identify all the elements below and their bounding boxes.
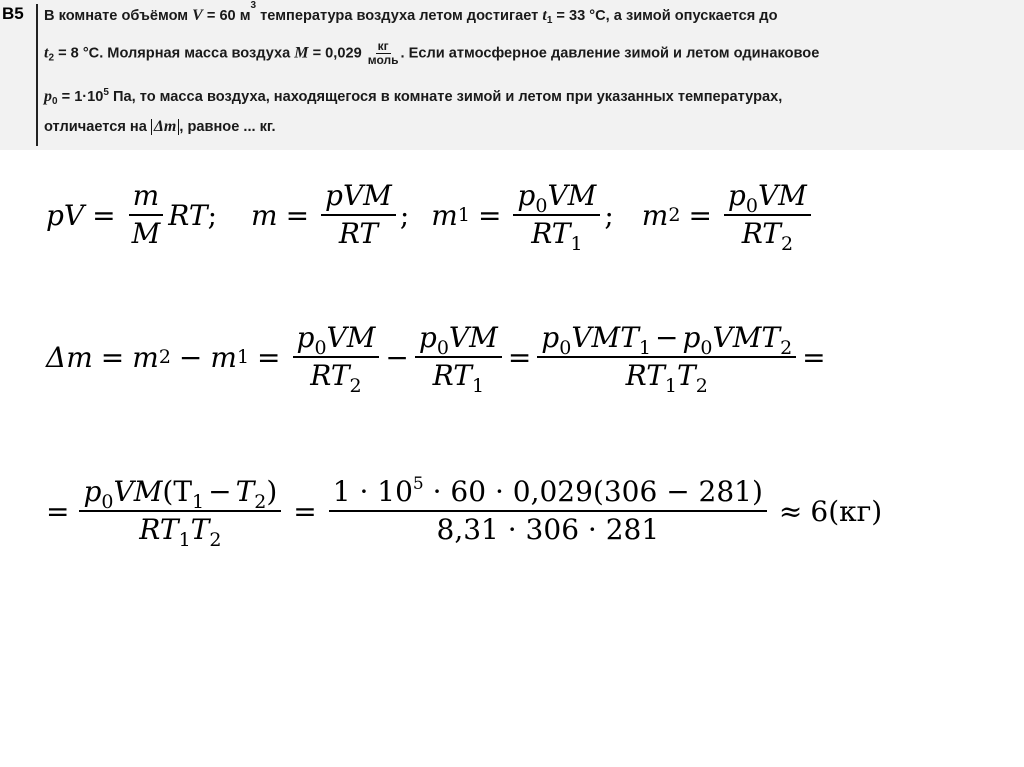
problem-line-1: В комнате объёмом V = 60 $м^3$ температура воздуха летом достигает $t_1 = 33$ °C, а зимой опускается до [44,0,778,26]
fraction-factored: $\frac{p_0VM(T_1 - T_2)}{RT_1T_2}$ [79,476,281,546]
equation-row-2: Δm = m 2 − m 1 = $\frac{p_0VM}{RT_2}$ − $\frac{p_0VM}{RT_1}$ = $\frac{p_0VMT_1 - p_0VMT_2}{RT_1T_2}$ = [46,321,826,397]
fraction-common-denominator: $\frac{p_0VMT_1 - p_0VMT_2}{RT_1T_2}$ [537,322,796,392]
task-number: B5 [2,4,24,23]
molar-mass-unit: кг моль [367,39,399,67]
fraction-over-RT2: $\frac{p_0VM}{RT_2}$ [293,322,380,392]
problem-line-4: отличается на Δm , равное ... кг. [44,118,276,135]
equation-row-1: pV = $\frac{m}{M}$ RT ; m = $\frac{\text{pVM}}{RT}$ ; m 1 = $\frac{p_0VM}{RT_1}$ ; m 2 = $\frac{p_0VM}{RT_2}$ [46,180,815,250]
problem-line-2: $t_2 = 8$ °C. Молярная масса воздуха M = 0,029 кг моль . Если атмосферное давление зимой и летом одинаковое [44,39,820,67]
fraction-numeric: $\frac{1 \cdot 10^5 \cdot 60 \cdot 0,029(306 - 281)}{8,31 \cdot 306 \cdot 281}$ [329,476,767,546]
delta-m-abs: Δm [151,119,179,135]
problem-statement [0,0,1024,150]
fraction-m-over-M: $\frac{m}{M}$ [128,180,165,250]
fraction-over-RT1: $\frac{p_0VM}{RT_1}$ [415,322,502,392]
problem-line-3: $p_0 = 1\cdot 10^5$ Па, то масса воздуха, находящегося в комнате зимой и летом при указанных температурах, [44,87,783,107]
margin-rule [36,4,38,146]
fraction-m1: $\frac{p_0VM}{RT_1}$ [513,180,600,250]
fraction-m2: $\frac{p_0VM}{RT_2}$ [724,180,811,250]
equation-row-3: = $\frac{p_0VM(T_1 - T_2)}{RT_1T_2}$ = $\frac{1 \cdot 10^5 \cdot 60 \cdot 0,029(306 - 281)}{8,31 \cdot 306 \cdot 281}$ ≈ 6(кг) [46,474,883,551]
answer-value: 6(кг) [810,494,883,528]
fraction-pVM-over-RT: $\frac{\text{pVM}}{RT}$ [321,180,396,250]
